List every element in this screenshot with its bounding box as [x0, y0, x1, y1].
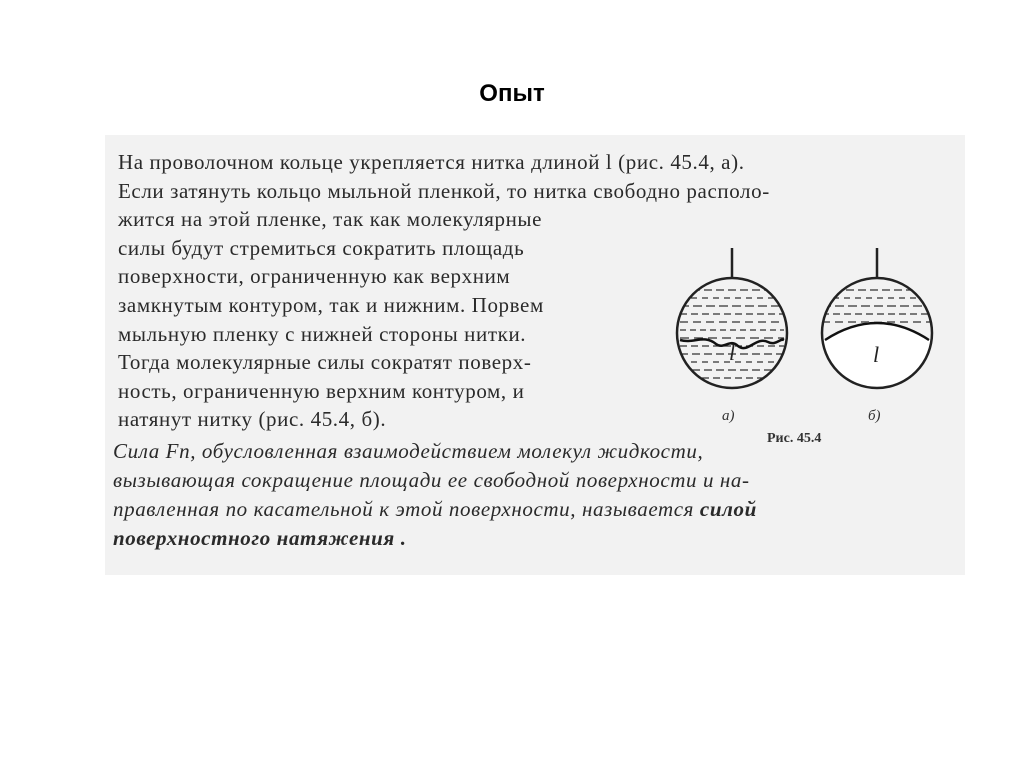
thread-length-label-b: l	[873, 342, 880, 367]
thread-length-label-a: l	[729, 340, 736, 365]
slide-title: Опыт	[479, 80, 545, 107]
text-line: вызывающая сокращение площади ее свободной поверхности и на-	[113, 468, 750, 492]
ring-b	[822, 248, 932, 398]
text-line: Если затянуть кольцо мыльной пленкой, то нитка свободно располо-	[118, 178, 770, 203]
text-line	[113, 524, 757, 553]
soap-film-diagram	[672, 248, 952, 448]
text-line-body: правленная по касательной к этой поверхности, называется	[113, 497, 695, 521]
text-line: ность, ограниченную верхним контуром, и	[118, 378, 525, 403]
figure-label-a: а)	[722, 408, 735, 424]
text-line: жится на этой пленке, так как молекулярные	[118, 207, 543, 232]
ring-a	[677, 248, 787, 388]
figure-label-b: б)	[868, 408, 881, 424]
text-line: Сила Fп, обусловленная взаимодействием молекул жидкости,	[113, 439, 704, 463]
text-line: замкнутым контуром, так и нижним. Порвем	[118, 292, 544, 317]
paragraph-definition	[113, 437, 757, 553]
text-line: натянут нитку (рис. 45.4, б).	[118, 407, 387, 432]
text-line: поверхности, ограниченную как верхним	[118, 264, 511, 289]
term-end: .	[394, 526, 407, 550]
figure-caption: Рис. 45.4	[767, 431, 822, 446]
text-line: мыльную пленку с нижней стороны нитки.	[118, 321, 527, 346]
text-line	[113, 495, 757, 524]
term-surface-tension: поверхностного натяжения	[113, 526, 395, 550]
term-start: силой	[699, 497, 757, 521]
text-line: Тогда молекулярные силы сократят поверх-	[118, 350, 532, 375]
figure-45-4	[672, 248, 952, 453]
text-line: На проволочном кольце укрепляется нитка длиной l (рис. 45.4, а).	[118, 150, 745, 174]
text-line: силы будут стремиться сократить площадь	[118, 235, 525, 260]
